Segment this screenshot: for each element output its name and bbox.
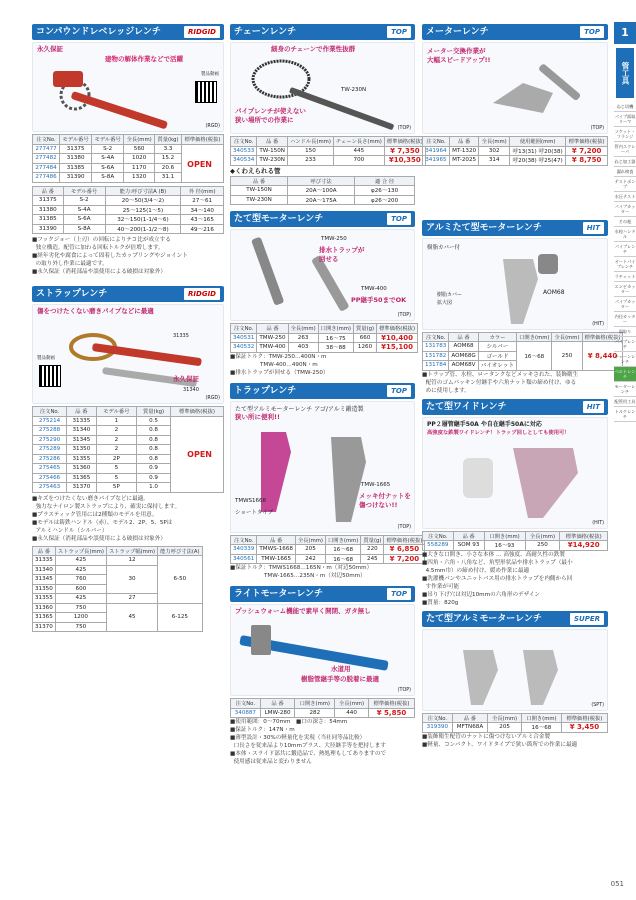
product-photo bbox=[32, 42, 224, 132]
order-table: 注文No. 品 番 全長(mm) 口開き(mm) 標準価格(税抜) 319390 MFTN68A 205 16～68 ¥ 3,450 bbox=[422, 713, 608, 733]
feature-tag: 高強度な鉄製ワイドレンチ！トラップ回しとしても使用可！ bbox=[427, 429, 570, 436]
table-row: 31340 425 30 bbox=[33, 565, 203, 575]
sidebar-item[interactable]: トルクレンチ bbox=[614, 407, 636, 422]
brand-code: (RGD) bbox=[205, 124, 220, 129]
table-row: 558289 SOM 93 16～93 250 ¥14,920 bbox=[423, 541, 608, 551]
feature-tag: 排水トラップが bbox=[319, 246, 365, 254]
feature-tag: 大幅スピードアップ!! bbox=[427, 56, 491, 64]
table-row: 275286 31355 2P 0.8 bbox=[33, 454, 224, 464]
sidebar-item[interactable]: エンビカッター bbox=[614, 282, 636, 297]
table-row: 275466 31365 5 0.9 bbox=[33, 473, 224, 483]
brand-logo: SUPER bbox=[570, 613, 604, 625]
sidebar-item[interactable]: ソケット・フランジ bbox=[614, 127, 636, 142]
product-photo bbox=[230, 401, 415, 533]
notes: ■キズをつけたくない磨きパイプなどに最適。 強力なナイロン製ストラップにより、確実に保持します。 ■プラスティック管用には2種類のモデルを用意。 ■モデルは鋳鉄ハンドル（赤）、モデル2、2P、5、5Pは アルミハンドル（シルバー） ■永久保証（消耗部品や誤使用による破損は対象外） bbox=[32, 495, 181, 542]
strap-spec-table: 品 番 ストラップ長(mm) ストラップ幅(mm) 能力呼び寸法(A) 31335 425 12 6-50 31340 425 30 31345 760 31350 600 31355 425 27 31360 750 45 6-125 31365 1200 31370 750 bbox=[32, 546, 203, 633]
subheading: ◆くわえられる管 bbox=[230, 166, 281, 175]
product-photo bbox=[32, 304, 224, 404]
section-header: メーターレンチ TOP bbox=[422, 24, 608, 40]
wide-wrench-image bbox=[423, 418, 607, 528]
notes: ■使用範囲：0～70mm ■口の深さ：54mm ■保証トルク：147N・m ■薄型設計・30%の軽量化を実現（当社同等品比較） 口長さを従来品より10mmプラス、大径継手等を把持します ■本体・スライド部共に鍛造品で、熱処理もしてありますので 使用感は従来品と変わりません bbox=[230, 719, 387, 765]
model-label: 31335 bbox=[173, 333, 189, 339]
model-label: TW-230N bbox=[341, 87, 367, 93]
feature-tag: プッシュウォーム機能で素早く開閉、ガタ無し bbox=[235, 607, 371, 615]
section-header: たて型アルミモーターレンチ SUPER bbox=[422, 611, 608, 627]
brand-logo: TOP bbox=[387, 588, 411, 600]
table-row: 277484 31385 S-6A 1170 20.6 bbox=[33, 163, 224, 173]
feature-tag: メッキ付ナットを bbox=[359, 491, 411, 500]
table-row: 341964 MT-1320 302 呼13(31) 呼20(38) ¥ 7,200 bbox=[423, 146, 608, 156]
product-photo bbox=[230, 604, 415, 696]
sidebar-item[interactable]: 配管用工具 bbox=[614, 397, 636, 407]
qr-label: 製品動画 bbox=[201, 72, 219, 77]
product-photo bbox=[422, 417, 608, 529]
sidebar-item[interactable]: モーターレンチ bbox=[614, 382, 636, 397]
section-header: アルミたて型モーターレンチ HIT bbox=[422, 220, 608, 236]
table-row: 31335 425 12 6-50 bbox=[33, 556, 203, 566]
capacity-table: 品 番 モデル番号 能力:呼び寸法A (B) 外 径(mm) 31375 S-2 20～50(3/4～2) 27～61 31380 S-4A 25～125(1～5) 34～140 31385 S-6A 32～150(1-1/4～6) 43～165 31390 S-8A 40～200(1-1/2～8) 49～216 bbox=[32, 186, 224, 235]
sidebar-nav bbox=[614, 102, 636, 422]
brand-code: (SPT) bbox=[591, 702, 604, 708]
order-table: 注文No. 品 番 全長(mm) 口開き(mm) 質量(g) 標準価格(税抜) 340339 TMWS-1668 205 16～68 220 ¥ 6,850 340561 TMW-1665 242 16～68 245 ¥ 7,200 bbox=[230, 535, 425, 565]
notes: ■トラップ管、水栓、ロータンクなどメッキされた、装飾衛生 配管のゴムパッキン付継手や六角ナット類の締め付け、ゆる めに使用します。 bbox=[422, 371, 579, 394]
qr-code[interactable] bbox=[195, 81, 217, 103]
table-row: TW-150N 20A～100A φ26～130 bbox=[231, 186, 415, 196]
open-price: OPEN bbox=[187, 160, 212, 169]
sidebar-item[interactable]: ねじ加工器 bbox=[614, 157, 636, 167]
sidebar-item[interactable]: その他 bbox=[614, 217, 636, 227]
open-price: OPEN bbox=[187, 450, 212, 459]
brand-logo: TOP bbox=[387, 385, 411, 397]
aluminum-wrench-image bbox=[423, 239, 607, 329]
vertical-wrench-image bbox=[231, 230, 414, 320]
sidebar-item[interactable]: パイプレンチ bbox=[614, 337, 636, 352]
sidebar-item[interactable]: パイプレンチ bbox=[614, 242, 636, 257]
table-row: 277486 31390 S-8A 1320 31.1 bbox=[33, 173, 224, 183]
table-row: 275465 31360 5 0.9 bbox=[33, 464, 224, 474]
feature-tag: 建物の解体作業などで活躍 bbox=[105, 55, 183, 63]
table-row: 341965 MT-2025 314 呼20(38) 呼25(47) ¥ 8,750 bbox=[423, 156, 608, 166]
order-table: 注文No. モデル番号 モデル番号 全長(mm) 質量(kg) 標準価格(税抜) 277477 31375 S-2 560 3.3 277482 31380 S-4A 1020 15.2 277484 31385 S-6A 1170 20.6 277486 31390 S-8A 1320 31.1 bbox=[32, 134, 224, 183]
table-row: 340339 TMWS-1668 205 16～68 220 ¥ 6,850 bbox=[231, 545, 425, 555]
product-photo bbox=[230, 229, 415, 321]
brand-logo: TOP bbox=[580, 26, 604, 38]
table-row: 340561 TMW-1665 242 16～68 245 ¥ 7,200 bbox=[231, 554, 425, 564]
brand-code: (TOP) bbox=[397, 313, 411, 318]
table-row: 277482 31380 S-4A 1020 15.2 bbox=[33, 154, 224, 164]
notes: ■大きな口開き、小さな本体 … 高強度、高耐久性の鉄製 ■四角・六角・八角など、角型形状品や排水トラップ（最小 4.5mm巾）の締め付け、緩め作業に最適 ■洗濯機パンやユニットバス用の排水トラップを内側から回 す作業が可能 ■吊り下げ穴は対辺10mmの六角形のデザイン ■質量：820g bbox=[422, 551, 573, 606]
sidebar-item[interactable]: 面取り bbox=[614, 327, 636, 337]
feature-tag: 回せる bbox=[319, 255, 339, 263]
column-middle bbox=[230, 24, 423, 766]
table-row: 31385 S-6A 32～150(1-1/4～6) 43～165 bbox=[33, 215, 224, 225]
section-header: トラップレンチ TOP bbox=[230, 383, 415, 399]
brand-logo: TOP bbox=[387, 26, 411, 38]
sidebar-item[interactable]: パイプ面取リーマ bbox=[614, 112, 636, 127]
brand-logo: TOP bbox=[387, 213, 411, 225]
order-table: 注文No. 品 番 全長(mm) 使用範囲(mm) 標準価格(税抜) 341964 MT-1320 302 呼13(31) 呼20(38) ¥ 7,200 341965 MT-2025 314 呼20(38) 呼25(47) ¥ 8,750 bbox=[422, 136, 608, 166]
section-header: コンパウンドレベレッジレンチ RIDGID bbox=[32, 24, 224, 40]
order-table: 注文No. 品 番 ハンドル長(mm) チェーン長さ(mm) 標準価格(税抜) 340533 TW-150N 150 445 ¥ 7,350 340534 TW-230N 233 700 ¥10,350 bbox=[230, 136, 426, 166]
order-table: 注文No. 品 番 口開き(mm) 全長(mm) 標準価格(税抜) 558289 SOM 93 16～93 250 ¥14,920 bbox=[422, 531, 608, 551]
feature-tag: 狭い所に便利!! bbox=[235, 412, 280, 421]
order-table: 注文No. 品 番 全長(mm) 口開き(mm) 質量(g) 標準価格(税抜) 340531 TMW-250 263 16～75 660 ¥10,400 340532 TMW-400 403 38～88 1260 ¥15,100 bbox=[230, 323, 418, 353]
product-photo bbox=[230, 42, 415, 134]
table-row: 340531 TMW-250 263 16～75 660 ¥10,400 bbox=[231, 333, 418, 343]
table-row: 31360 750 45 6-125 bbox=[33, 603, 203, 613]
column-right bbox=[422, 24, 621, 749]
feature-tag: PP２層管継手50A や自在継手50Aに対応 bbox=[427, 420, 542, 428]
sidebar-item[interactable]: テストポンプ bbox=[614, 177, 636, 192]
brand-code: (HIT) bbox=[592, 520, 604, 526]
sidebar-item[interactable]: 水栓ハンドル bbox=[614, 227, 636, 242]
meter-wrench-image bbox=[423, 43, 607, 133]
table-row: 275290 31345 2 0.8 bbox=[33, 435, 224, 445]
table-row: 31390 S-8A 40～200(1-1/2～8) 49～216 bbox=[33, 224, 224, 234]
feature-label: 樹脂カバー bbox=[437, 291, 463, 298]
brand-code: (HIT) bbox=[592, 321, 604, 327]
table-row: TW-230N 20A～175A φ26～200 bbox=[231, 195, 415, 205]
table-row: 340534 TW-230N 233 700 ¥10,350 bbox=[231, 156, 426, 166]
table-row: 31345 760 bbox=[33, 575, 203, 585]
section-header: たて型ワイドレンチ HIT bbox=[422, 399, 608, 415]
brand-logo: HIT bbox=[583, 401, 604, 413]
model-label: TMW-400 bbox=[361, 286, 387, 292]
table-row: 275288 31340 2 0.8 bbox=[33, 426, 224, 436]
table-row: 275289 31350 2 0.8 bbox=[33, 445, 224, 455]
order-table: 注文No. 品 番 カラー 口開き(mm) 全長(mm) 標準価格(税抜) 131783 AOM68 シルバー 16～68 250 ¥ 8,440 131782 AOM68G ゴールド 131784 AOM68V バイオレット bbox=[422, 332, 623, 371]
model-label: ショートタイプ bbox=[235, 509, 274, 516]
aluminum-wrench-image bbox=[423, 630, 607, 710]
pipe-table: 品 番 呼び寸法 適 合 径 TW-150N 20A～100A φ26～130 TW-230N 20A～175A φ26～200 bbox=[230, 176, 415, 206]
feature-tag: 水道用 bbox=[331, 665, 351, 673]
table-row: 340887 LMW-280 282 440 ¥ 5,850 bbox=[231, 708, 415, 718]
table-row: 31365 1200 bbox=[33, 613, 203, 623]
sidebar-item[interactable]: ねじ切機 bbox=[614, 102, 636, 112]
table-row: 31370 750 bbox=[33, 622, 203, 632]
notes: ■フックジョー（上刃）の回転によりテコ比が成立する 独立構造。配管に加わる回転トルクが倍増します。 ■経年劣化や腐食によって固着したカップリングやジョイント の取り外し作業に最適です。 ■永久保証（消耗部品や誤使用による破損は対象外） bbox=[32, 237, 188, 275]
feature-tag: 細身のチェーンで作業性抜群 bbox=[271, 45, 356, 53]
sidebar-item[interactable]: ベルトレンチ bbox=[614, 367, 636, 382]
page-number: 051 bbox=[610, 880, 624, 888]
warranty-tag: 永久保証 bbox=[173, 375, 199, 383]
model-label: TMW-250 bbox=[321, 236, 347, 242]
chapter-number: 1 bbox=[614, 22, 636, 44]
brand-code: (RGD) bbox=[205, 396, 220, 401]
notes: ■保証トルク：TMWS1668…165N・m（対辺50mm） TMW-1665…235N・m（対辺50mm） bbox=[230, 565, 373, 579]
model-label: TMWS1668 bbox=[235, 497, 267, 504]
feature-tag: 傷つけない!! bbox=[359, 500, 398, 509]
feature-tag: 樹脂管継手等の脱着に最適 bbox=[301, 675, 379, 683]
section-header: チェーンレンチ TOP bbox=[230, 24, 415, 40]
brand-logo: HIT bbox=[583, 222, 604, 234]
table-row: 340533 TW-150N 150 445 ¥ 7,350 bbox=[231, 146, 426, 156]
feature-tag: パイプレンチが使えない bbox=[235, 107, 306, 115]
brand-logo: RIDGID bbox=[184, 288, 220, 300]
brand-code: (TOP) bbox=[590, 126, 604, 131]
model-label: 31340 bbox=[183, 387, 199, 393]
table-row: 31355 425 27 bbox=[33, 594, 203, 604]
brand-code: (TOP) bbox=[397, 524, 411, 530]
product-photo bbox=[422, 42, 608, 134]
table-row: 31380 S-4A 25～125(1～5) 34～140 bbox=[33, 205, 224, 215]
table-row: 275463 31370 5P 1.0 bbox=[33, 483, 224, 493]
notes: ■保証トルク：TMW-250…400N・m TMW-400…490N・m ■排水トラップが回せる（TMW-250） bbox=[230, 353, 329, 376]
table-row: 275214 31335 1 0.5 bbox=[33, 416, 224, 426]
feature-tag: 狭い場所での作業に bbox=[235, 116, 294, 124]
model-label: TMW-1665 bbox=[361, 481, 391, 488]
section-header: ライトモーターレンチ TOP bbox=[230, 586, 415, 602]
feature-label: 拡大図 bbox=[437, 299, 453, 306]
feature-tag: 傷をつけたくない磨きパイプなどに最適 bbox=[37, 307, 154, 315]
table-row: 131782 AOM68G ゴールド bbox=[423, 351, 623, 361]
table-row: 31375 S-2 20～50(3/4～2) 27～61 bbox=[33, 196, 224, 206]
notes: ■装飾衛生配管のナットに傷つけないアルミ合金製 ■軽量、コンパクト、ワイドタイプで狭い箇所での作業に最適 bbox=[422, 733, 578, 748]
feature-tag: PP継手50までOK bbox=[351, 296, 407, 304]
qr-code[interactable] bbox=[39, 365, 61, 387]
section-header: たて型モーターレンチ TOP bbox=[230, 211, 415, 227]
sidebar-item[interactable]: 内径カッター bbox=[614, 312, 636, 327]
section-header: ストラップレンチ RIDGID bbox=[32, 286, 224, 302]
sidebar-item[interactable]: 漏れ検査 bbox=[614, 167, 636, 177]
sidebar-item[interactable]: 管内スクレーパ bbox=[614, 142, 636, 157]
warranty-tag: 永久保証 bbox=[37, 45, 63, 53]
product-photo bbox=[422, 629, 608, 711]
sidebar-item[interactable]: パイプカッター bbox=[614, 297, 636, 312]
table-row: 31350 600 bbox=[33, 584, 203, 594]
table-row: 340532 TMW-400 403 38～88 1260 ¥15,100 bbox=[231, 343, 418, 353]
feature-tag: メーター交換作業が bbox=[427, 47, 486, 55]
sidebar-item[interactable]: オートパイプレンチ bbox=[614, 257, 636, 272]
column-left bbox=[32, 24, 224, 632]
product-photo bbox=[422, 238, 608, 330]
qr-label: 製品動画 bbox=[37, 356, 55, 361]
order-table: 注文No. 品 番 モデル番号 質量(kg) 標準価格(税抜) 275214 31335 1 0.5 275288 31340 2 0.8 275290 31345 2 0.8 275289 31350 2 0.8 275286 31355 2P 0.8 275465 31360 5 0.9 275466 31365 5 0.9 275463 31370 5P 1.0 bbox=[32, 406, 224, 493]
table-row: 131784 AOM68V バイオレット bbox=[423, 361, 623, 371]
feature-label: 樹脂カバー付 bbox=[427, 244, 461, 251]
sidebar-item[interactable]: パイプカッター bbox=[614, 202, 636, 217]
sidebar-item[interactable]: チェーンレンチ bbox=[614, 352, 636, 367]
chapter-sidebar bbox=[614, 22, 636, 842]
brand-logo: RIDGID bbox=[184, 26, 220, 38]
chapter-title: 管工具 bbox=[616, 48, 634, 98]
brand-code: (TOP) bbox=[397, 688, 411, 693]
sidebar-item[interactable]: 水圧テスト bbox=[614, 192, 636, 202]
model-label: AOM68 bbox=[543, 288, 565, 296]
product-subtitle: たて型アルミモーターレンチ アゴ/アルミ鍛造製 bbox=[235, 405, 364, 413]
table-row: 131783 AOM68 シルバー 16～68 250 ¥ 8,440 bbox=[423, 342, 623, 352]
sidebar-item[interactable]: ラチェット bbox=[614, 272, 636, 282]
table-row: 277477 31375 S-2 560 3.3 bbox=[33, 144, 224, 154]
table-row: 319390 MFTN68A 205 16～68 ¥ 3,450 bbox=[423, 723, 608, 733]
brand-code: (TOP) bbox=[397, 126, 411, 131]
order-table: 注文No. 品 番 口開き(mm) 全長(mm) 標準価格(税抜) 340887 LMW-280 282 440 ¥ 5,850 bbox=[230, 698, 415, 718]
